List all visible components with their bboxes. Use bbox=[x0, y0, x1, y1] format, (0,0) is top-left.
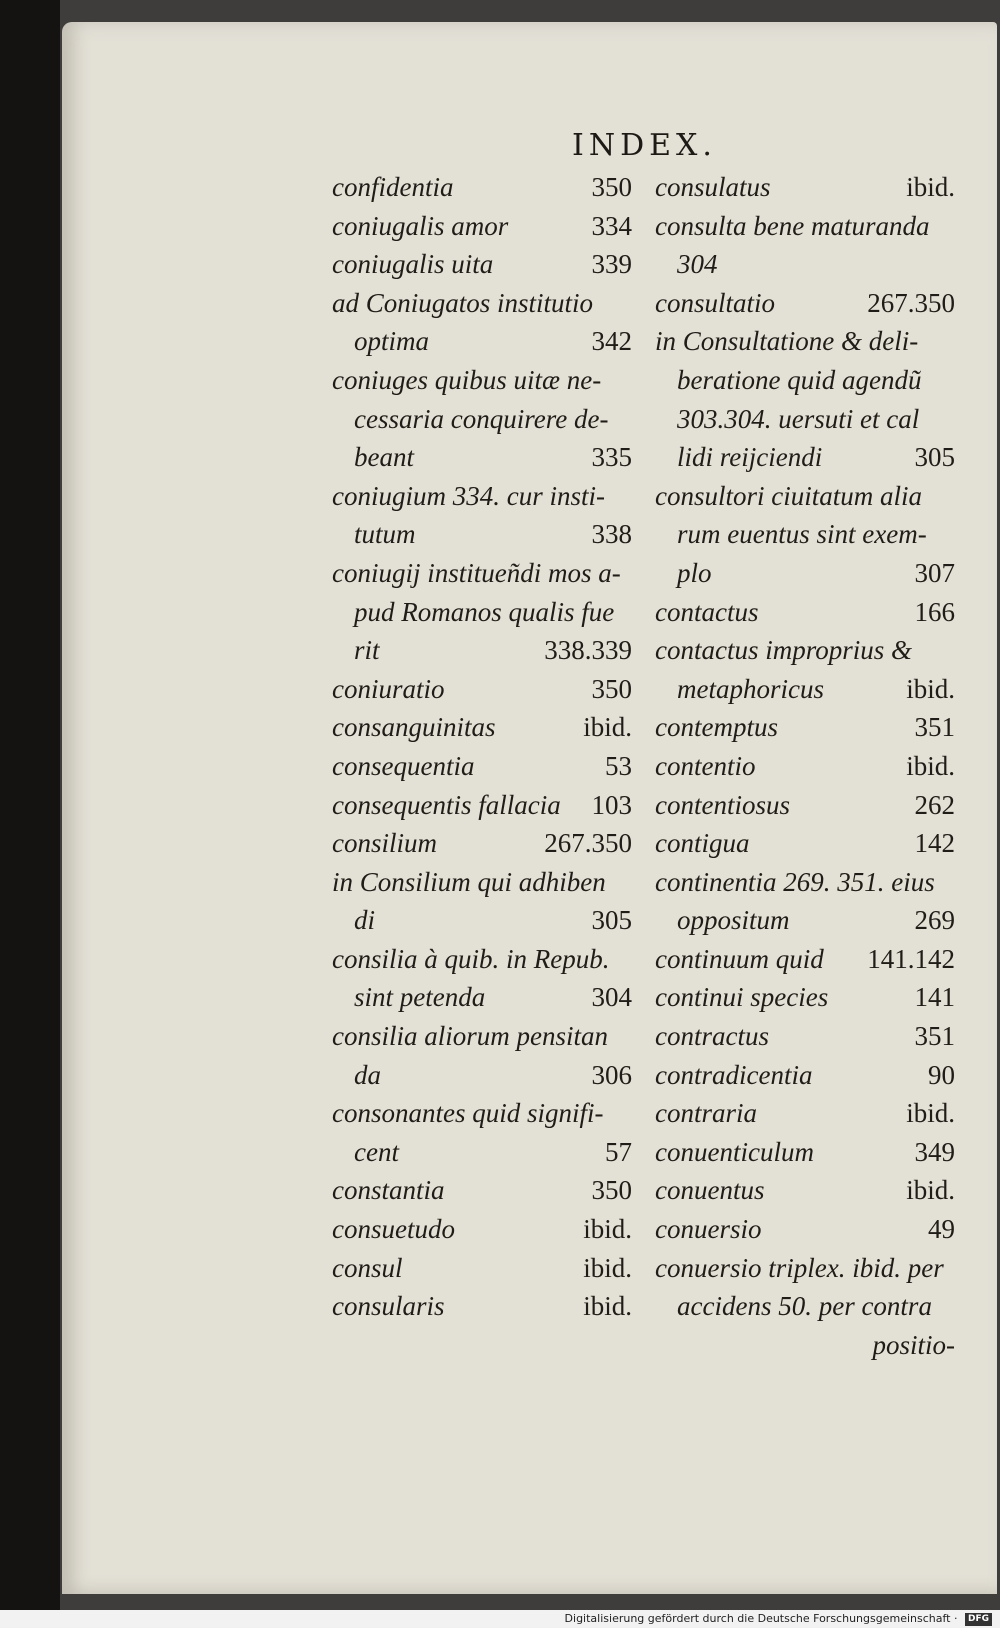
index-term: beant bbox=[354, 442, 414, 473]
index-entry bbox=[332, 1056, 632, 1095]
index-entry bbox=[655, 438, 955, 477]
page-reference: 267.350 bbox=[867, 287, 955, 318]
index-term: rit bbox=[354, 635, 380, 666]
index-term: continuum quid bbox=[655, 943, 824, 974]
footer-text: Digitalisierung gefördert durch die Deutsche Forschungsgemeinschaft bbox=[564, 1612, 951, 1625]
index-term: coniugalis uita bbox=[332, 249, 494, 280]
index-entry bbox=[332, 824, 632, 863]
index-term: coniuratio bbox=[332, 673, 445, 704]
page-reference: 304 bbox=[591, 982, 632, 1013]
index-term: in Consilium qui adhiben bbox=[332, 866, 606, 897]
page-reference: ibid. bbox=[906, 1098, 955, 1129]
index-term: contactus improprius & bbox=[655, 635, 913, 666]
index-term: consilium bbox=[332, 828, 437, 859]
index-entry bbox=[655, 1210, 955, 1249]
page-reference: 166 bbox=[914, 596, 955, 627]
index-entry bbox=[655, 245, 955, 284]
index-entry bbox=[332, 786, 632, 825]
index-term: conuersio triplex. ibid. per bbox=[655, 1252, 944, 1283]
index-entry bbox=[332, 1094, 632, 1133]
page-reference: 103 bbox=[591, 789, 632, 820]
index-column-left bbox=[332, 168, 632, 1326]
index-term: consultatio bbox=[655, 287, 775, 318]
index-term: consanguinitas bbox=[332, 712, 496, 743]
index-entry bbox=[332, 1249, 632, 1288]
index-entry bbox=[332, 1133, 632, 1172]
index-entry bbox=[655, 593, 955, 632]
page-reference: 350 bbox=[591, 1175, 632, 1206]
index-entry bbox=[332, 322, 632, 361]
index-term: consulta bene maturanda bbox=[655, 210, 930, 241]
index-term: conuentus bbox=[655, 1175, 765, 1206]
index-entry bbox=[655, 1094, 955, 1133]
index-entry bbox=[655, 978, 955, 1017]
page-reference: 305 bbox=[591, 905, 632, 936]
index-entry bbox=[332, 207, 632, 246]
index-entry bbox=[332, 593, 632, 632]
dfg-logo: DFG bbox=[965, 1613, 992, 1626]
index-entry bbox=[655, 400, 955, 439]
page-reference: ibid. bbox=[583, 1252, 632, 1283]
index-term: conuenticulum bbox=[655, 1136, 814, 1167]
index-entry bbox=[655, 168, 955, 207]
index-entry bbox=[655, 1171, 955, 1210]
index-term: consuetudo bbox=[332, 1214, 455, 1245]
page-reference: 339 bbox=[591, 249, 632, 280]
index-entry bbox=[655, 361, 955, 400]
index-term: consilia aliorum pensitan bbox=[332, 1021, 608, 1052]
page-reference: 142 bbox=[914, 828, 955, 859]
page-reference: ibid. bbox=[583, 1214, 632, 1245]
page-reference: 141.142 bbox=[867, 943, 955, 974]
index-entry bbox=[655, 824, 955, 863]
page-reference: ibid. bbox=[906, 673, 955, 704]
page-reference: 349 bbox=[914, 1136, 955, 1167]
index-term: pud Romanos qualis fue bbox=[354, 596, 615, 627]
index-column-right bbox=[655, 168, 955, 1364]
index-term: consultori ciuitatum alia bbox=[655, 480, 922, 511]
index-entry bbox=[655, 284, 955, 323]
index-term: oppositum bbox=[677, 905, 790, 936]
index-term: continentia 269. 351. eius bbox=[655, 866, 935, 897]
page-reference: 267.350 bbox=[544, 828, 632, 859]
page-reference: 90 bbox=[928, 1059, 955, 1090]
page-reference: 351 bbox=[914, 1021, 955, 1052]
index-entry bbox=[332, 863, 632, 902]
index-entry bbox=[655, 322, 955, 361]
index-entry bbox=[655, 1287, 955, 1326]
index-entry bbox=[655, 786, 955, 825]
index-term: consularis bbox=[332, 1291, 445, 1322]
index-entry bbox=[655, 554, 955, 593]
index-entry bbox=[332, 245, 632, 284]
page-reference: 305 bbox=[914, 442, 955, 473]
index-entry bbox=[655, 1133, 955, 1172]
page-reference: 307 bbox=[914, 557, 955, 588]
index-term: plo bbox=[677, 557, 712, 588]
page-reference: 269 bbox=[914, 905, 955, 936]
index-entry bbox=[332, 400, 632, 439]
page-reference: 334 bbox=[591, 210, 632, 241]
index-term: coniugij institueñdi mos a- bbox=[332, 557, 621, 588]
index-term: coniugalis amor bbox=[332, 210, 509, 241]
index-term: beratione quid agendũ bbox=[677, 364, 922, 395]
index-entry bbox=[655, 1017, 955, 1056]
page-reference: 342 bbox=[591, 326, 632, 357]
index-entry bbox=[332, 361, 632, 400]
page-reference: 53 bbox=[605, 750, 632, 781]
index-term: contigua bbox=[655, 828, 750, 859]
page-reference: 351 bbox=[914, 712, 955, 743]
page-reference: 141 bbox=[914, 982, 955, 1013]
index-entry bbox=[332, 901, 632, 940]
index-term: contemptus bbox=[655, 712, 778, 743]
scanner-edge bbox=[0, 0, 60, 1610]
index-term: accidens 50. per contra bbox=[677, 1291, 932, 1322]
index-entry bbox=[332, 978, 632, 1017]
index-entry bbox=[332, 940, 632, 979]
index-term: consul bbox=[332, 1252, 403, 1283]
page-reference: 49 bbox=[928, 1214, 955, 1245]
index-entry bbox=[655, 207, 955, 246]
index-entry bbox=[655, 708, 955, 747]
index-entry bbox=[655, 901, 955, 940]
index-entry bbox=[655, 747, 955, 786]
index-entry bbox=[332, 747, 632, 786]
index-entry bbox=[655, 477, 955, 516]
index-term: tutum bbox=[354, 519, 416, 550]
index-term: contentio bbox=[655, 750, 756, 781]
index-term: rum euentus sint exem- bbox=[677, 519, 927, 550]
index-entry bbox=[655, 515, 955, 554]
index-term: confidentia bbox=[332, 172, 454, 202]
index-entry bbox=[332, 708, 632, 747]
index-term: consequentia bbox=[332, 750, 475, 781]
index-entry bbox=[655, 940, 955, 979]
index-term: consonantes quid signifi- bbox=[332, 1098, 604, 1129]
index-entry bbox=[332, 1017, 632, 1056]
index-term: in Consultatione & deli- bbox=[655, 326, 919, 357]
index-term: coniuges quibus uitæ ne- bbox=[332, 364, 602, 395]
index-entry bbox=[332, 515, 632, 554]
index-term: sint petenda bbox=[354, 982, 486, 1013]
index-term: conuersio bbox=[655, 1214, 762, 1245]
index-entry bbox=[332, 438, 632, 477]
index-term: consulatus bbox=[655, 172, 771, 202]
page-reference: 306 bbox=[591, 1059, 632, 1090]
index-term: ad Coniugatos institutio bbox=[332, 287, 594, 318]
index-term: coniugium 334. cur insti- bbox=[332, 480, 605, 511]
index-entry bbox=[332, 1287, 632, 1326]
index-term: lidi reijciendi bbox=[677, 442, 823, 473]
index-entry bbox=[655, 670, 955, 709]
page-reference: ibid. bbox=[906, 750, 955, 781]
index-term: cessaria conquirere de- bbox=[354, 403, 609, 434]
footer-credit: Digitalisierung gefördert durch die Deutsche Forschungsgemeinschaft · DFG bbox=[0, 1610, 1000, 1628]
index-entry bbox=[332, 168, 632, 207]
index-term: cent bbox=[354, 1136, 399, 1167]
index-entry bbox=[655, 1249, 955, 1288]
index-term: contraria bbox=[655, 1098, 758, 1129]
page-reference: ibid. bbox=[906, 172, 955, 202]
index-term: contentiosus bbox=[655, 789, 790, 820]
page-reference: 335 bbox=[591, 442, 632, 473]
page-reference: 262 bbox=[914, 789, 955, 820]
index-term: metaphoricus bbox=[677, 673, 824, 704]
index-term: di bbox=[354, 905, 376, 936]
index-term: da bbox=[354, 1059, 381, 1090]
index-entry bbox=[332, 554, 632, 593]
page-reference: 338 bbox=[591, 519, 632, 550]
page-reference: ibid. bbox=[583, 1291, 632, 1322]
index-entry bbox=[332, 1210, 632, 1249]
index-entry bbox=[332, 631, 632, 670]
index-term: contractus bbox=[655, 1021, 769, 1052]
index-term: optima bbox=[354, 326, 430, 357]
index-entry bbox=[655, 863, 955, 902]
running-head: INDEX. bbox=[572, 128, 717, 163]
index-term: constantia bbox=[332, 1175, 445, 1206]
page-reference: 57 bbox=[605, 1136, 632, 1167]
page-reference: ibid. bbox=[583, 712, 632, 743]
index-entry bbox=[332, 284, 632, 323]
index-term: continui species bbox=[655, 982, 829, 1013]
index-term: positio- bbox=[872, 1329, 955, 1360]
page-reference: 350 bbox=[591, 673, 632, 704]
page-reference: ibid. bbox=[906, 1175, 955, 1206]
page-reference: 338.339 bbox=[544, 635, 632, 666]
index-term: consequentis fallacia bbox=[332, 789, 561, 820]
index-entry bbox=[655, 631, 955, 670]
index-term: 303.304. uersuti et cal bbox=[677, 403, 920, 434]
index-entry bbox=[655, 1326, 955, 1365]
index-entry bbox=[655, 1056, 955, 1095]
index-term: contactus bbox=[655, 596, 759, 627]
index-term: consilia à quib. in Repub. bbox=[332, 943, 610, 974]
index-entry bbox=[332, 670, 632, 709]
index-entry bbox=[332, 477, 632, 516]
index-entry bbox=[332, 1171, 632, 1210]
index-term: contradicentia bbox=[655, 1059, 813, 1090]
page-reference: 350 bbox=[591, 172, 632, 202]
index-term: 304 bbox=[677, 249, 718, 280]
